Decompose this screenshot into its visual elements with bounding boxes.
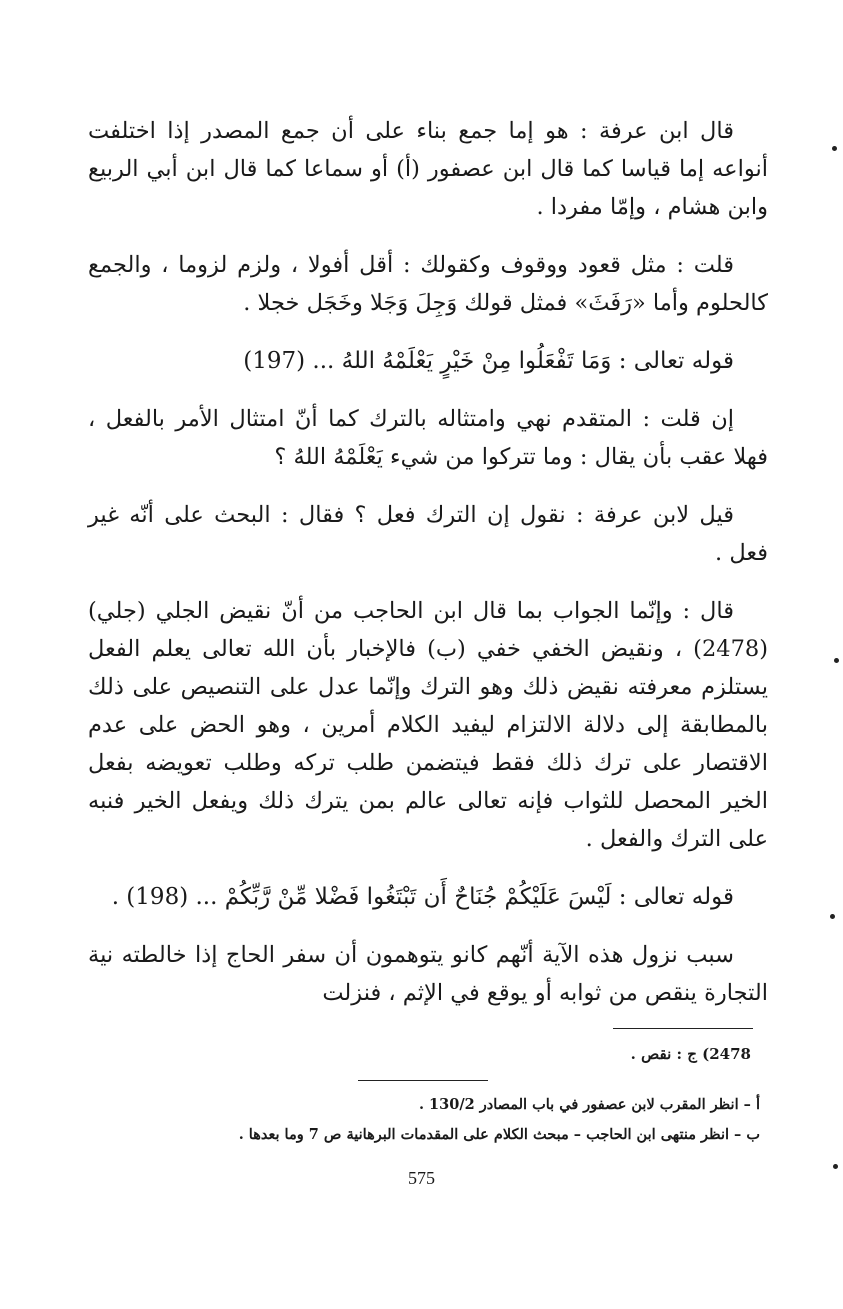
footnotes <box>88 1090 760 1150</box>
paragraph-sabab-nuzul: سبب نزول هذه الآية أنّهم كانو يتوهمون أن سفر الحاج إذا خالطته نية التجارة ينقص من ثوابه أو يوقع في الإثم ، فنزلت <box>88 942 768 1006</box>
paragraph-in-qulta: إن قلت : المتقدم نهي وامتثاله بالترك كما أنّ امتثال الأمر بالفعل ، فهلا عقب بأن يقال : وما تتركوا من شيء يَعْلَمْهُ اللهُ ؟ <box>88 406 768 470</box>
scan-mark <box>832 146 837 151</box>
main-text <box>88 112 768 1034</box>
paragraph-qila-ibn-arafa: قيل لابن عرفة : نقول إن الترك فعل ؟ فقال : البحث على أنّه غير فعل . <box>88 502 768 566</box>
variant-note: 2478) ج : نقص . <box>630 1045 751 1063</box>
footnote-separator <box>358 1080 488 1081</box>
paragraph-ibn-arafa-masdar: قال ابن عرفة : هو إما جمع بناء على أن جمع المصدر إذا اختلفت أنواعه إما قياسا كما قال ابن عصفور (أ) أو سماعا كما قال ابن أبي الربيع وابن هشام ، وإمّا مفردا . <box>88 118 768 220</box>
scan-mark <box>834 658 839 663</box>
footnote-alif: أ – انظر المقرب لابن عصفور في باب المصادر 130/2 . <box>418 1096 760 1113</box>
verse-197: قوله تعالى : وَمَا تَفْعَلُوا مِنْ خَيْرٍ يَعْلَمْهُ اللهُ ... (197) <box>243 348 734 374</box>
scan-mark <box>833 1164 838 1169</box>
paragraph-qultu-examples: قلت : مثل قعود ووقوف وكقولك : أقل أفولا ، ولزم لزوما ، والجمع كالحلوم وأما «رَفَثَ» فمثل قولك وَجِلَ وَجَلا وخَجَل خجلا . <box>88 252 768 316</box>
paragraph-qala-jawab: قال : وإنّما الجواب بما قال ابن الحاجب من أنّ نقيض الجلي (جلي) (2478) ، ونقيض الخفي خفي (ب) فالإخبار بأن الله تعالى يعلم الفعل يستلزم معرفته نقيض ذلك وهو الترك وإنّما عدل على التنصيص على ذلك بالمطابقة إلى دلالة الالتزام ليفيد الكلام أمرين ، وهو الحض على عدم الاقتصار على ترك ذلك فقط فيتضمن طلب تركه وطلب تعويضه بفعل الخير المحصل للثواب فإنه تعالى عالم بمن يترك ذلك ويفعل الخير فنبه على الترك والفعل . <box>88 598 768 852</box>
page-number: 575 <box>408 1168 435 1188</box>
footnote-ba: ب – انظر منتهى ابن الحاجب – مبحث الكلام على المقدمات البرهانية ص 7 وما بعدها . <box>238 1126 760 1143</box>
scan-mark <box>830 914 835 919</box>
verse-198: قوله تعالى : لَيْسَ عَلَيْكُمْ جُنَاحٌ أَن تَبْتَغُوا فَضْلا مِّنْ رَّبِّكُمْ ... (198) . <box>111 884 734 910</box>
footnote-separator-top <box>613 1028 753 1029</box>
